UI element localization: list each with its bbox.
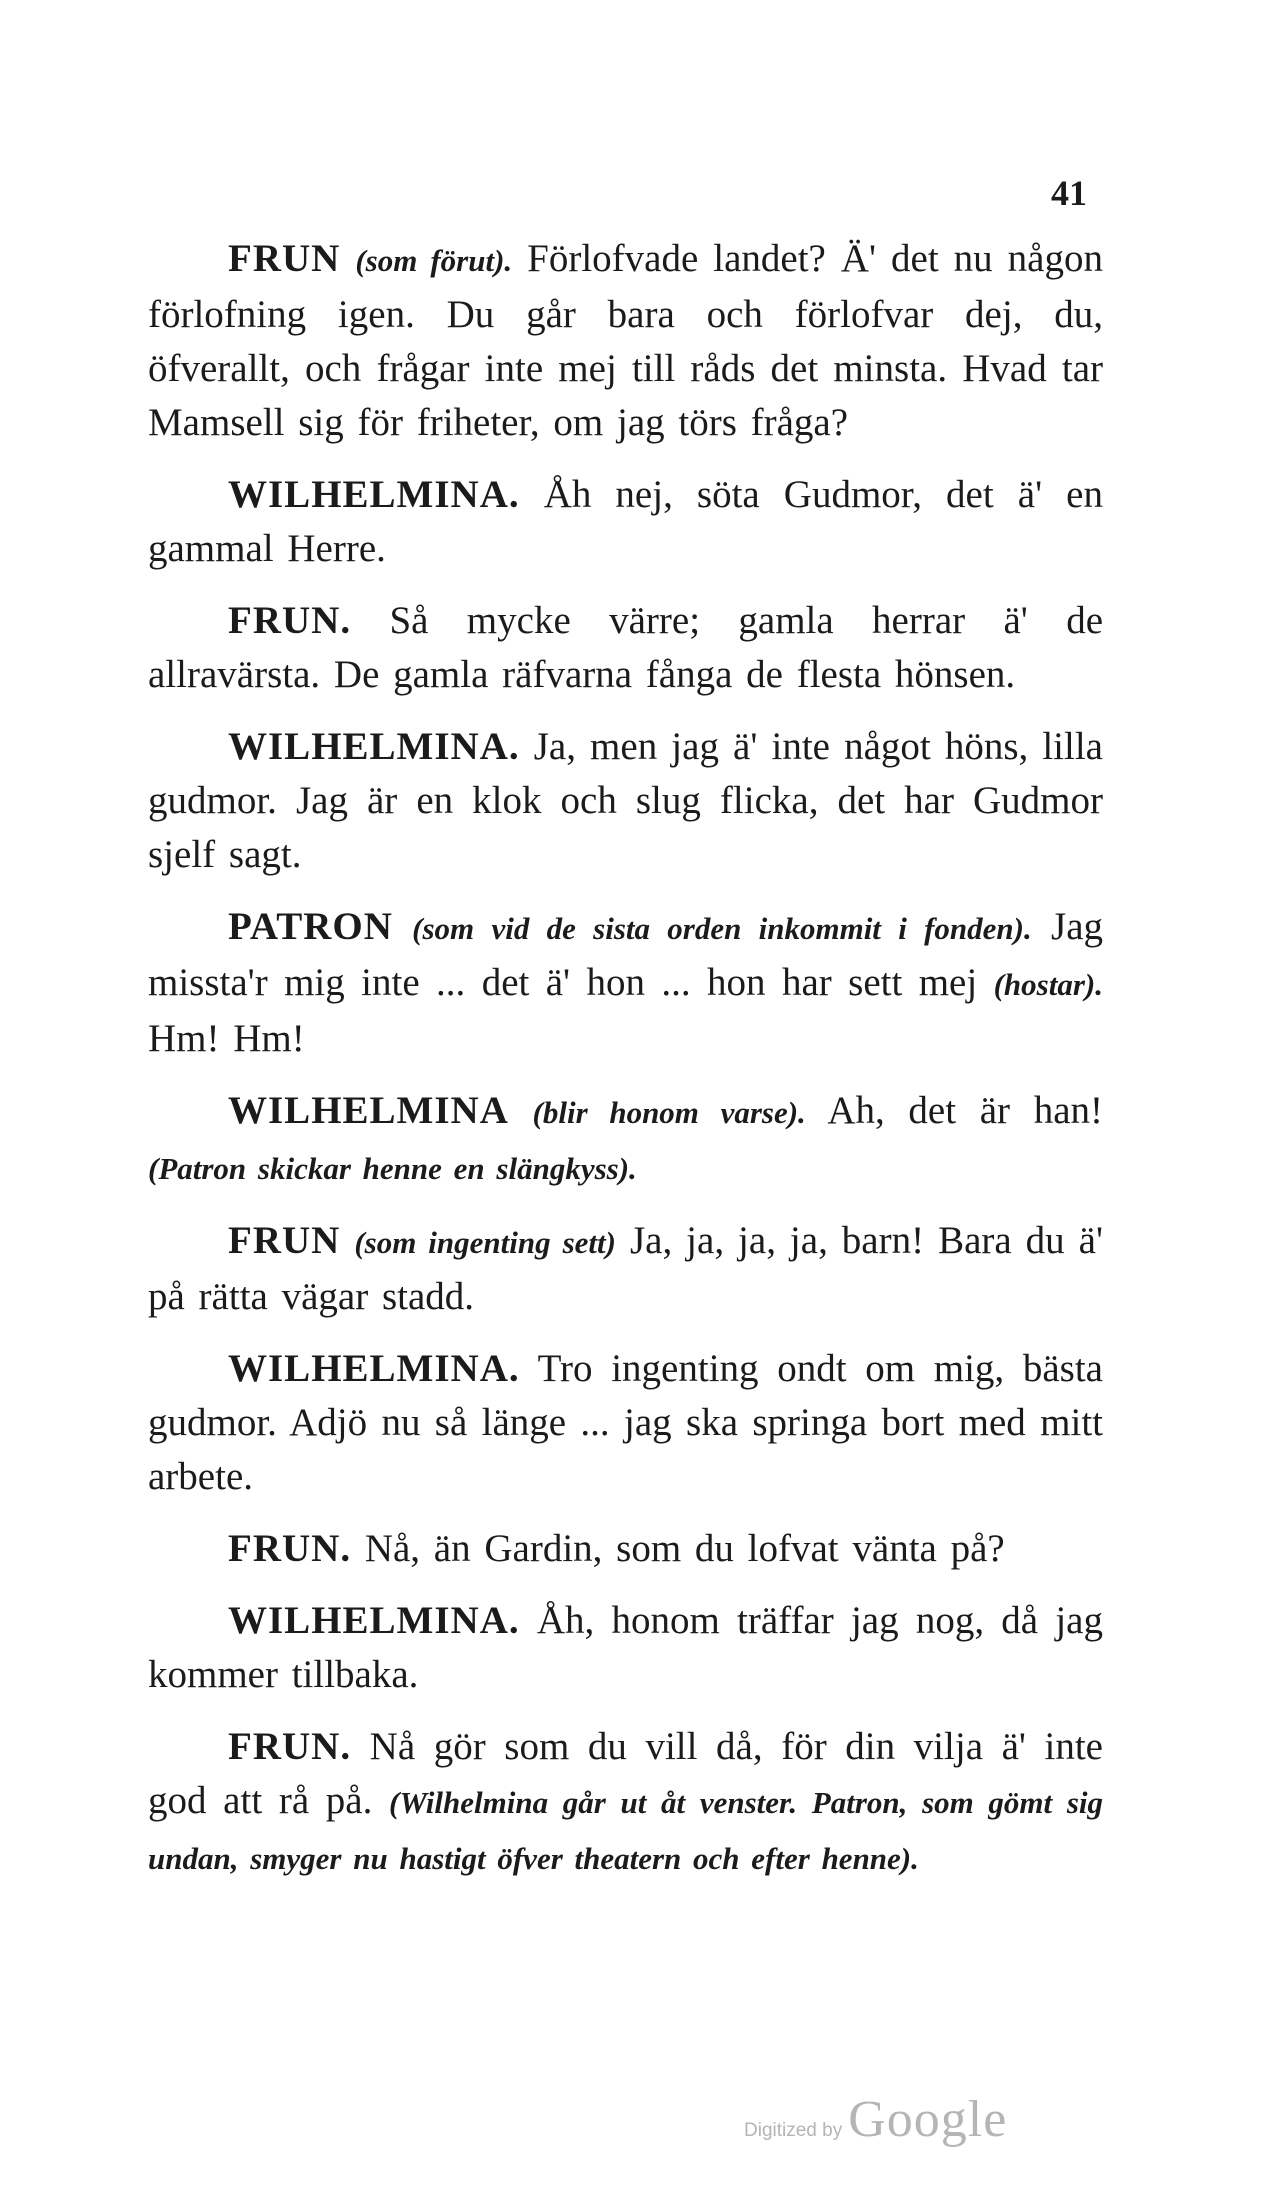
speaker-name: WILHELMINA. — [228, 1347, 520, 1390]
page-number: 41 — [1051, 173, 1087, 213]
dialogue-paragraph — [148, 594, 1103, 702]
stage-direction: (som ingenting sett) — [354, 1225, 616, 1260]
stage-direction: (hostar). — [993, 967, 1103, 1002]
dialogue-text: Ja, ja, ja, ja, barn! Bara du ä' på rätta vägar stadd. — [148, 1219, 1103, 1318]
dialogue-paragraph — [148, 1342, 1103, 1504]
dialogue-text: Åh, honom träffar jag nog, då jag kommer tillbaka. — [148, 1599, 1103, 1696]
speaker-name: PATRON — [228, 905, 393, 948]
speaker-name: WILHELMINA. — [228, 473, 520, 516]
dialogue-text: Tro ingenting ondt om mig, bästa gudmor. Adjö nu så länge ... jag ska springa bort med mitt arbete. — [148, 1347, 1103, 1498]
dialogue-text: Ja, men jag ä' inte något höns, lilla gudmor. Jag är en klok och slug flicka, det har Gudmor sjelf sagt. — [148, 725, 1103, 876]
stage-direction: (Patron skickar henne en slängkyss). — [148, 1151, 637, 1186]
play-text — [148, 232, 1103, 1904]
stage-direction: (som förut). — [355, 243, 513, 278]
dialogue-text: Ah, det är han! — [805, 1089, 1103, 1132]
dialogue-text — [340, 1219, 354, 1262]
dialogue-paragraph — [148, 1720, 1103, 1886]
dialogue-text: Förlofvade landet? Ä' det nu någon förlofning igen. Du går bara och förlofvar dej, du, öfverallt, och frågar inte mej till råds det minsta. Hvad tar Mamsell sig för friheter, om jag törs fråga? — [148, 237, 1103, 444]
google-watermark — [744, 2090, 1007, 2149]
google-logo: Google — [848, 2091, 1008, 2148]
dialogue-paragraph — [148, 1214, 1103, 1324]
dialogue-text: Nå, än Gardin, som du lofvat vänta på? — [351, 1527, 1005, 1570]
dialogue-paragraph — [148, 232, 1103, 450]
dialogue-paragraph — [148, 468, 1103, 576]
dialogue-paragraph — [148, 900, 1103, 1066]
speaker-name: WILHELMINA. — [228, 1599, 520, 1642]
dialogue-text: Hm! Hm! — [148, 1017, 305, 1060]
speaker-name: FRUN — [228, 1219, 341, 1262]
dialogue-text — [393, 905, 412, 948]
dialogue-paragraph — [148, 720, 1103, 882]
dialogue-paragraph — [148, 1522, 1103, 1576]
speaker-name: FRUN. — [228, 1725, 352, 1768]
dialogue-text — [340, 237, 355, 280]
stage-direction: (Wilhelmina går ut åt venster. Patron, som gömt sig undan, smyger nu hastigt öfver theatern och efter henne). — [148, 1785, 1103, 1876]
dialogue-text — [509, 1089, 533, 1132]
dialogue-text: Jag missta'r mig inte ... det ä' hon ... hon har sett mej — [148, 905, 1103, 1004]
speaker-name: WILHELMINA. — [228, 725, 520, 768]
dialogue-text: Så mycke värre; gamla herrar ä' de allravärsta. De gamla räfvarna fånga de flesta hönsen. — [148, 599, 1103, 696]
dialogue-text: Åh nej, söta Gudmor, det ä' en gammal Herre. — [148, 473, 1103, 570]
digitized-by-label: Digitized by — [744, 2120, 843, 2141]
stage-direction: (blir honom varse). — [532, 1095, 806, 1130]
speaker-name: FRUN. — [228, 1527, 352, 1570]
speaker-name: FRUN — [228, 237, 341, 280]
dialogue-paragraph — [148, 1594, 1103, 1702]
dialogue-paragraph — [148, 1084, 1103, 1196]
speaker-name: WILHELMINA — [228, 1089, 509, 1132]
stage-direction: (som vid de sista orden inkommit i fonden). — [412, 911, 1032, 946]
speaker-name: FRUN. — [228, 599, 352, 642]
dialogue-text: Nå gör som du vill då, för din vilja ä' inte god att rå på. — [148, 1725, 1103, 1822]
